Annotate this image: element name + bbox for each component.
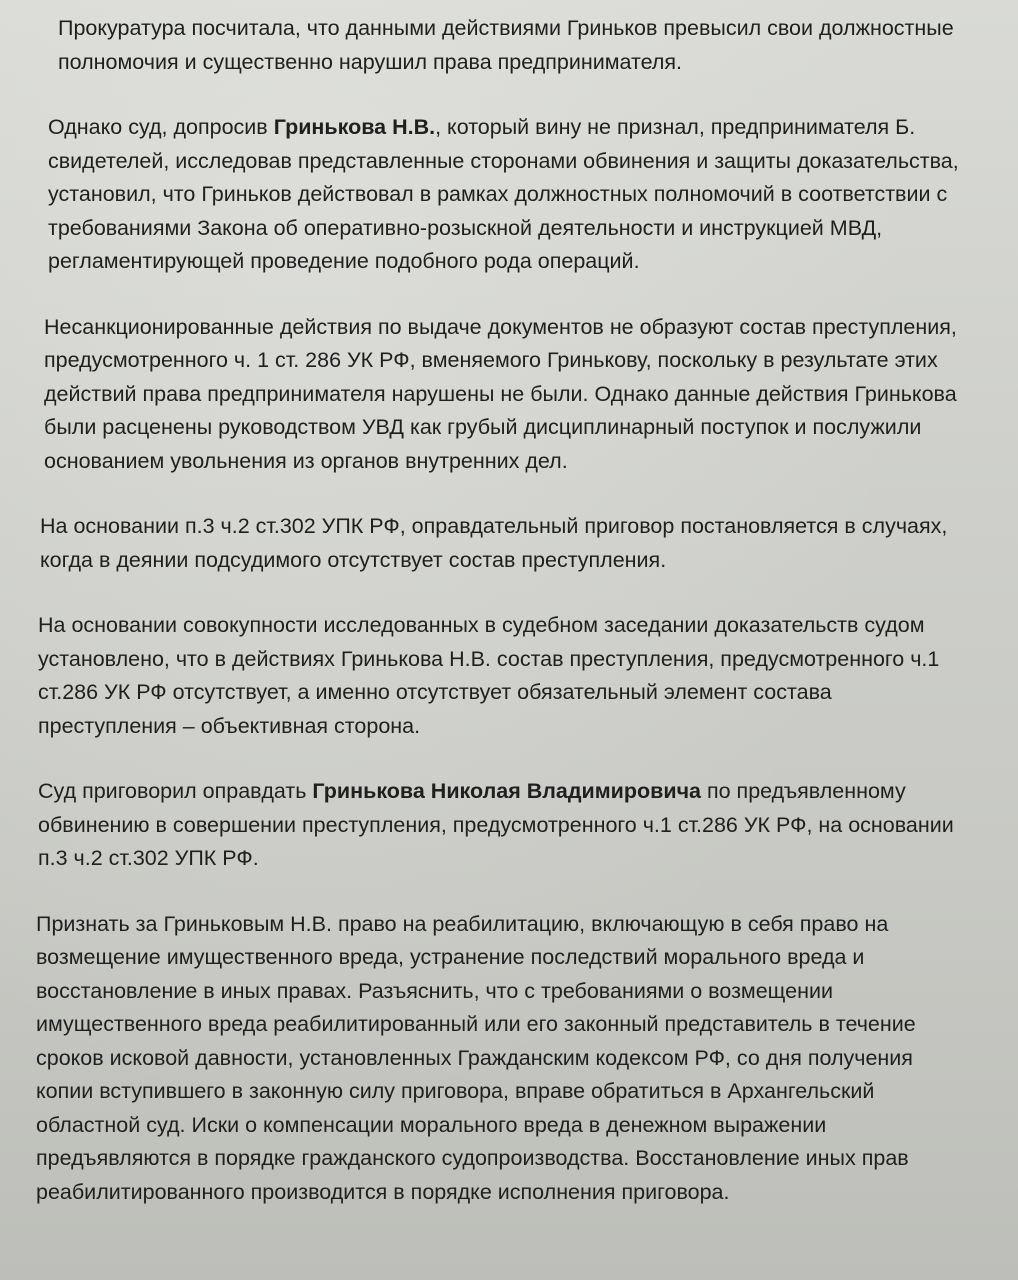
text-line: ст.286 УК РФ отсутствует, а именно отсутствует обязательный элемент состава [38, 680, 832, 704]
text-line: были расценены руководством УВД как грубый дисциплинарный поступок и послужили [44, 415, 922, 439]
paragraph-prosecution [58, 12, 994, 79]
text-line: требованиями Закона об оперативно-розыскной деятельности и инструкцией МВД, [48, 215, 883, 240]
text-line: восстановление в иных правах. Разъяснить, что с требованиями о возмещении [36, 978, 833, 1003]
paragraph-court-findings [48, 111, 994, 279]
text-line: возмещение имущественного вреда, устранение последствий морального вреда и [36, 945, 865, 969]
text-line: регламентирующей проведение подобного рода операций. [48, 249, 640, 273]
defendant-name-bold: Гринькова Н.В. [273, 115, 436, 139]
text-line: п.3 ч.2 ст.302 УПК РФ. [38, 846, 259, 870]
paragraph-verdict [38, 775, 994, 876]
defendant-full-name-bold: Гринькова Николая Владимировича [312, 779, 702, 803]
text-line: Признать за Гриньковым Н.В. право на реабилитацию, включающую в себя право на [36, 911, 889, 936]
text-line: действий права предпринимателя нарушены не были. Однако данные действия Гринькова [44, 381, 957, 406]
paragraph-evidence-conclusion [38, 609, 994, 743]
text-line [48, 111, 994, 145]
text-line: обвинению в совершении преступления, предусмотренного ч.1 ст.286 УК РФ, на основании [38, 812, 954, 837]
text-line: свидетелей, исследовав представленные сторонами обвинения и защиты доказательства, [48, 148, 959, 173]
text-span: Суд приговорил оправдать [38, 779, 313, 803]
paragraph-legal-basis [40, 510, 994, 577]
text-line: реабилитированного производится в порядке исполнения приговора. [36, 1179, 730, 1204]
text-line: основанием увольнения из органов внутренних дел. [44, 448, 568, 473]
text-line: копии вступившего в законную силу приговора, вправе обратиться в Архангельский [36, 1079, 875, 1103]
text-span: по предъявленному [701, 779, 906, 803]
text-span: , который вину не признал, предпринимателя Б. [435, 115, 916, 139]
paragraph-rehabilitation [36, 908, 994, 1210]
text-line: установлено, что в действиях Гринькова Н.В. состав преступления, предусмотренного ч.1 [38, 646, 940, 671]
text-span: Однако суд, допросив [48, 115, 274, 139]
text-line: Прокуратура посчитала, что данными действиями Гриньков превысил свои должностные [58, 16, 954, 40]
text-line: имущественного вреда реабилитированный или его законный представитель в течение [36, 1012, 916, 1036]
text-line: полномочия и существенно нарушил права предпринимателя. [58, 49, 683, 74]
text-line: На основании совокупности исследованных в судебном заседании доказательств судом [38, 613, 925, 637]
text-line: На основании п.3 ч.2 ст.302 УПК РФ, оправдательный приговор постановляется в случаях, [40, 514, 948, 538]
text-line: преступления – объективная сторона. [38, 713, 421, 738]
text-line: предусмотренного ч. 1 ст. 286 УК РФ, вменяемого Гринькову, поскольку в результате этих [44, 348, 938, 372]
text-line: установил, что Гриньков действовал в рамках должностных полномочий в соответствии с [48, 182, 948, 206]
text-line: когда в деянии подсудимого отсутствует состав преступления. [40, 547, 667, 572]
text-line: Несанкционированные действия по выдаче документов не образуют состав преступления, [44, 314, 957, 339]
paragraph-unsanctioned-actions [44, 311, 994, 479]
text-line: предъявляются в порядке гражданского судопроизводства. Восстановление иных прав [36, 1146, 909, 1170]
text-line [38, 775, 994, 809]
text-line: областной суд. Иски о компенсации морального вреда в денежном выражении [36, 1112, 827, 1137]
text-line: сроков исковой давности, установленных Гражданским кодексом РФ, со дня получения [36, 1045, 913, 1070]
